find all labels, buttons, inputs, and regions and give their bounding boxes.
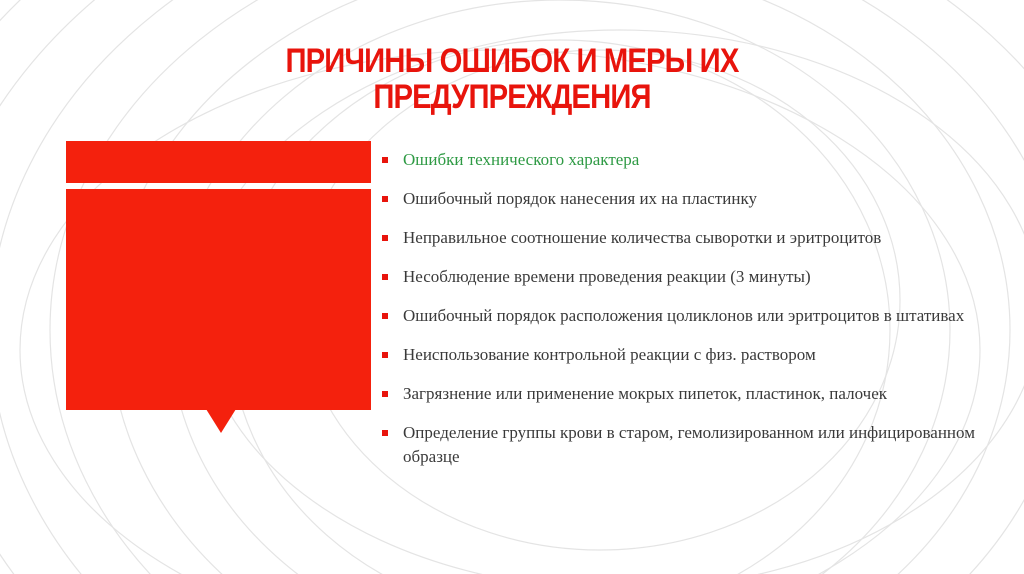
bullet-list [380, 148, 1020, 484]
bullet-text: Определение группы крови в старом, гемолизированном или инфицированном образце [403, 423, 975, 466]
square-bullet-icon [382, 274, 388, 280]
bullet-item [380, 226, 1020, 250]
bullet-item [380, 382, 1020, 406]
square-bullet-icon [382, 391, 388, 397]
bullet-item [380, 265, 1020, 289]
bullet-text: Несоблюдение времени проведения реакции (3 минуты) [403, 267, 811, 286]
bullet-item [380, 187, 1020, 211]
bullet-text: Неиспользование контрольной реакции с физ. раствором [403, 345, 816, 364]
slide-title [218, 43, 806, 115]
square-bullet-icon [382, 235, 388, 241]
red-accent-strip [66, 141, 371, 183]
bullet-text: Ошибки технического характера [403, 150, 640, 169]
bullet-item [380, 304, 1020, 328]
bullet-item-technical-errors [380, 148, 1020, 172]
square-bullet-icon [382, 352, 388, 358]
bullet-text: Ошибочный порядок расположения цоликлонов или эритроцитов в штативах [403, 306, 965, 325]
bullet-text: Загрязнение или применение мокрых пипеток, пластинок, палочек [403, 384, 888, 403]
square-bullet-icon [382, 196, 388, 202]
square-bullet-icon [382, 313, 388, 319]
slide-title-line-1: ПРИЧИНЫ ОШИБОК И МЕРЫ ИХ [285, 41, 739, 80]
red-callout-box [66, 189, 371, 410]
bullet-item [380, 343, 1020, 367]
slide-title-line-2: ПРЕДУПРЕЖДЕНИЯ [373, 77, 651, 116]
bullet-text: Неправильное соотношение количества сыворотки и эритроцитов [403, 228, 882, 247]
square-bullet-icon [382, 157, 388, 163]
bullet-text: Ошибочный порядок нанесения их на пластинку [403, 189, 757, 208]
square-bullet-icon [382, 430, 388, 436]
bullet-item [380, 421, 1020, 469]
red-callout-pointer [206, 409, 236, 433]
